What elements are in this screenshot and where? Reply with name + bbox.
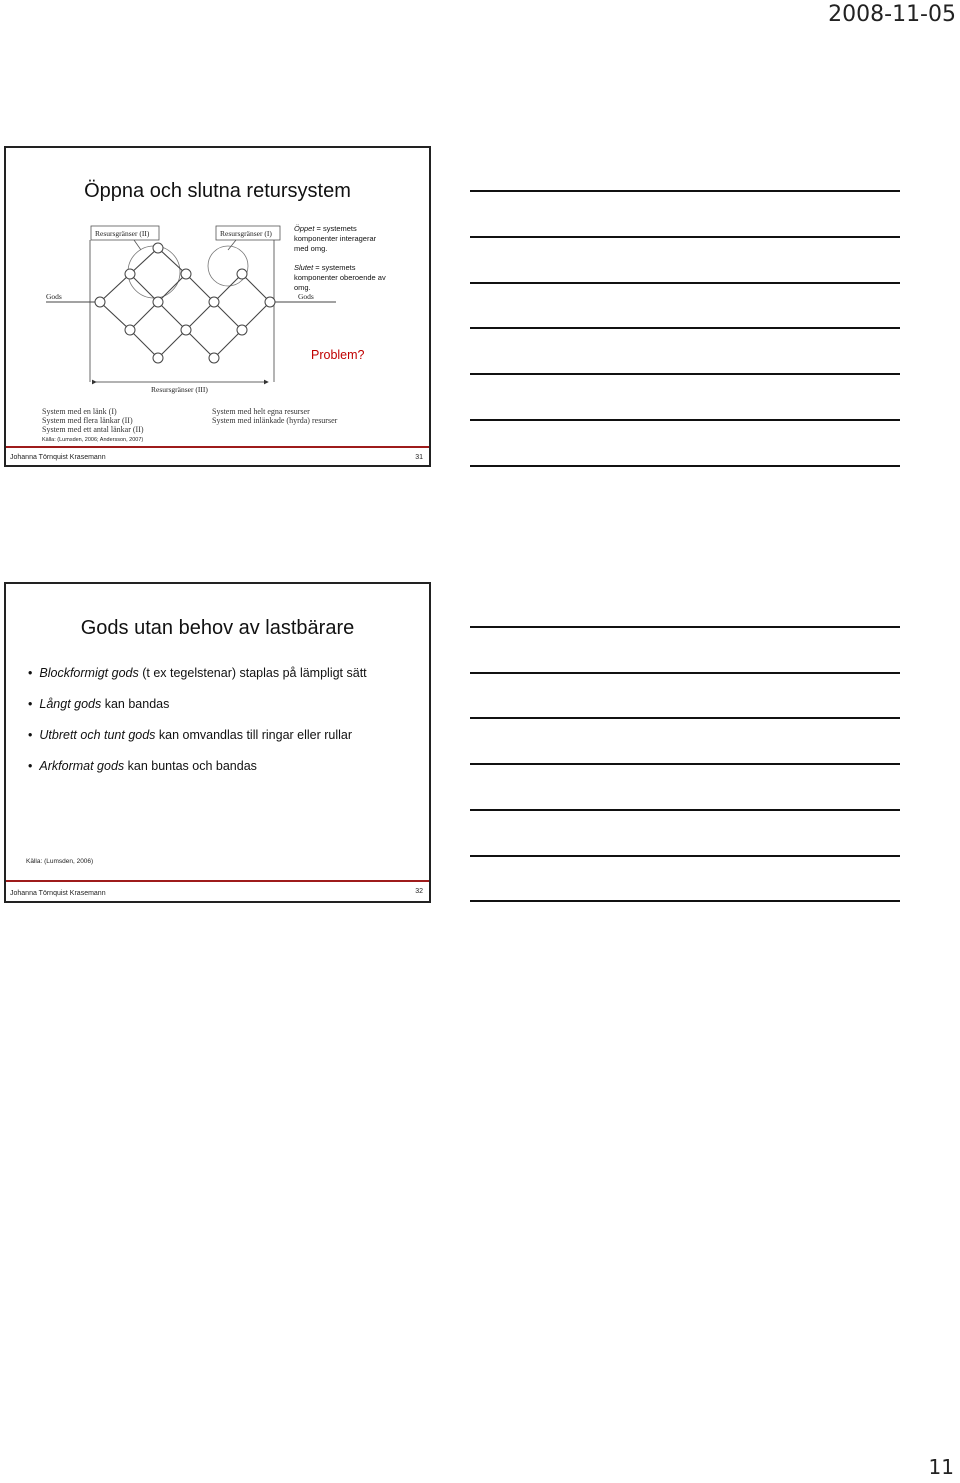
- notes-line: [470, 373, 900, 375]
- diagram-legend-left: [42, 407, 144, 434]
- notes-line: [470, 672, 900, 674]
- slide-footer-rule: [6, 446, 429, 448]
- legend-left-item: System med ett antal länkar (II): [42, 425, 144, 434]
- bullet-item: [28, 666, 367, 680]
- legend-right-item: System med inlänkade (hyrda) resurser: [212, 416, 338, 425]
- notes-line: [470, 327, 900, 329]
- bullet-text: (t ex tegelstenar) staplas på lämpligt sätt: [138, 666, 367, 680]
- slide-source: Källa: (Lumsden, 2006): [26, 858, 94, 865]
- notes-line: [470, 419, 900, 421]
- boundary-i-label: Resursgränser (I): [220, 229, 272, 238]
- note-closed-text: = systemets komponenter oberoende av omg.: [294, 263, 386, 292]
- notes-line: [470, 763, 900, 765]
- slide-source: Källa: (Lumsden, 2006; Andersson, 2007): [42, 437, 144, 443]
- gods-right-label: Gods: [298, 292, 314, 301]
- page-date: 2008-11-05: [828, 2, 956, 27]
- bullet-term: Långt gods: [39, 697, 102, 711]
- notes-line: [470, 190, 900, 192]
- bullet-text: kan buntas och bandas: [124, 759, 257, 773]
- slide-title: Gods utan behov av lastbärare: [80, 617, 355, 639]
- problem-label: Problem?: [311, 348, 365, 362]
- slide-author: Johanna Törnquist Krasemann: [10, 454, 106, 461]
- slide-footer-rule: [6, 880, 429, 882]
- bullet-item: [28, 697, 367, 711]
- legend-left-item: System med flera länkar (II): [42, 416, 133, 425]
- notes-line: [470, 809, 900, 811]
- note-open: [294, 224, 390, 254]
- boundary-iii-label: Resursgränser (III): [151, 385, 208, 394]
- network-nodes: [95, 243, 275, 363]
- slide-32: [4, 582, 431, 903]
- bullet-term: Utbrett och tunt gods: [39, 728, 156, 742]
- network-edges: [46, 248, 336, 358]
- boundary-i-circle: [208, 246, 248, 286]
- notes-line: [470, 236, 900, 238]
- legend-right-item: System med helt egna resurser: [212, 407, 310, 416]
- bullet-text: kan bandas: [101, 697, 170, 711]
- bullet-item: [28, 728, 367, 742]
- slide-31: [4, 146, 431, 467]
- notes-line: [470, 900, 900, 902]
- bullet-text: kan omvandlas till ringar eller rullar: [155, 728, 353, 742]
- notes-line: [470, 717, 900, 719]
- notes-line: [470, 465, 900, 467]
- legend-left-item: System med en länk (I): [42, 407, 117, 416]
- note-open-term: Öppet: [294, 224, 315, 233]
- notes-line: [470, 282, 900, 284]
- slide-number: 32: [415, 888, 423, 895]
- boundary-ii-label: Resursgränser (II): [95, 229, 150, 238]
- bullet-term: Blockformigt gods: [39, 666, 139, 680]
- bullet-list: [28, 666, 367, 790]
- slide-author: Johanna Törnquist Krasemann: [10, 890, 106, 897]
- slide-title: Öppna och slutna retursystem: [84, 180, 351, 202]
- gods-left-label: Gods: [46, 292, 62, 301]
- note-closed: [294, 263, 390, 293]
- page-number: 11: [928, 1455, 954, 1479]
- note-open-text: = systemets komponenter interagerar med omg.: [294, 224, 377, 253]
- bullet-item: [28, 759, 367, 773]
- notes-line: [470, 626, 900, 628]
- note-closed-term: Slutet: [294, 263, 314, 272]
- slide-number: 31: [415, 454, 423, 461]
- bullet-term: Arkformat gods: [39, 759, 125, 773]
- diagram-legend-right: [212, 407, 337, 425]
- notes-line: [470, 855, 900, 857]
- boundary-ii-circle: [128, 246, 180, 298]
